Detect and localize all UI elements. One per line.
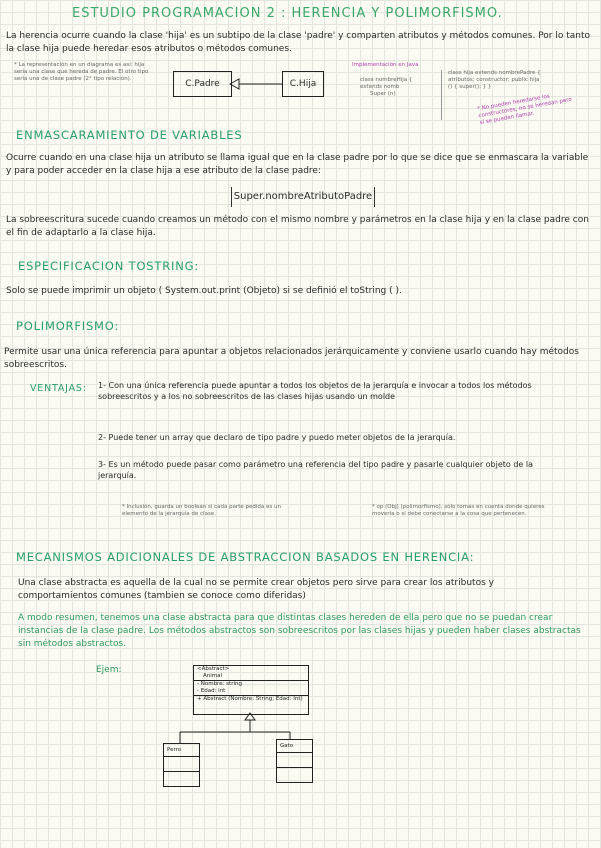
note-divider (441, 70, 442, 120)
intro-text: La herencia ocurre cuando la clase 'hija' es un subtipo de la clase 'padre' y comparten atributos y métodos comunes. Por lo tanto la clase hija puede heredar esos atributos o métodos comunes. (6, 31, 591, 54)
perro-class-attrs (164, 757, 199, 772)
child-class-box (282, 71, 324, 97)
abstract-class-header (194, 666, 308, 681)
impl-code-line-1: class nombreHija { (360, 77, 413, 83)
ventajas-label: VENTAJAS: (30, 383, 87, 394)
ventaja-3: 3- Es un método puede pasar como parámetro una referencia del tipo padre y pasarle cualquier objeto de la jerarquía. (98, 460, 534, 480)
attr-nombre: - Nombre: string (197, 681, 242, 687)
abstract-class-box (193, 665, 309, 715)
gato-class-name: Gato (277, 740, 312, 753)
attr-edad: - Edad: int (197, 688, 226, 694)
abstract-stereotype: <Abstract> (197, 666, 230, 672)
abstract-class-method: + Abstract (Nombre: String; Edad: Int) (197, 696, 303, 702)
impl-word-1: Implementación (352, 62, 397, 68)
perro-class-name: Perro (164, 744, 199, 757)
section-heading-enmascaramiento: ENMASCARAMIENTO DE VARIABLES (16, 128, 243, 142)
note-op: * op (Obj) (polimorfismo), sólo tomas en cuenta donde quieres moverla o si debe conectarse a la cosa que pertenecen. (372, 504, 545, 517)
ventaja-2: 2- Puede tener un array que declaro de tipo padre y puedo meter objetos de la jerarquía. (98, 433, 456, 442)
section-heading-tostring: ESPECIFICACION TOSTRING: (18, 259, 199, 273)
ventaja-1: 1- Con una única referencia puede apuntar a todos los objetos de la jerarquía e invocar a todos los métodos sobreescritos y a los no sobreescritos de las clases hijas usando un molde (98, 381, 532, 401)
child-class-label: C.Hija (289, 79, 317, 89)
abstract-class-attributes (194, 681, 308, 696)
tostring-text: Solo se puede imprimir un objeto ( System.out.print (Objeto) si se definió el toString ( ). (6, 286, 402, 296)
abstract-class-name: Animal (203, 673, 223, 679)
super-code: Super.nombreAtributoPadre (233, 191, 373, 202)
parent-class-box (173, 71, 232, 97)
constructor-note: * No pueden heredarse los constructores, no se heredan pero sí se pueden llamar. (476, 93, 573, 127)
note-inclusion: * Inclusión, guarda un boolean si cada parte pedida es un elemento de la jerarquía de clase. (122, 504, 281, 517)
parent-class-label: C.Padre (185, 79, 220, 89)
impl-code-line-3: Super (n) (370, 91, 396, 97)
inheritance-arrow (229, 72, 284, 96)
impl-code-note (360, 77, 430, 98)
abstracta-text: Una clase abstracta es aquella de la cual no se permite crear objetos pero sirve para crear los atributos y comportamientos comunes (tambien se conoce como diferidas) (18, 578, 494, 601)
impl-right-note: class hija extends nombrePadre { atributos; constructor; public hija () { super(); } } (448, 70, 541, 90)
sobreescritura-text: La sobreescritura sucede cuando creamos un método con el mismo nombre y parámetros en la clase hija y en la clase padre con el fin de adaptarlo a la clase hija. (6, 215, 589, 238)
gato-class-box (276, 739, 313, 783)
perro-class-box (163, 743, 200, 787)
abstracta-summary: A modo resumen, tenemos una clase abstracta para que distintas clases hereden de ella pero que no se puedan crear instancias de la clase padre. Los métodos abstractos son sobreescritos por las clases hijas y pueden haber clases abstractas sin métodos abstractos. (18, 613, 581, 649)
impl-code-line-2: extends nomb (360, 84, 400, 90)
impl-word-3: Java (406, 62, 419, 68)
diagram-note: * La representación en un diagrama es así: hija sería una clase que hereda de padre. El otro tipo sería una de clase padre (2° tipo relación). (14, 62, 149, 82)
super-code-box (231, 187, 375, 207)
impl-note (352, 62, 419, 69)
impl-word-2: en (398, 62, 406, 68)
polimorfismo-text: Permite usar una única referencia para apuntar a objetos relacionados jerárquicamente y conviene usarlo cuando hay métodos sobreescritos. (4, 347, 579, 370)
section-heading-abstraccion: MECANISMOS ADICIONALES DE ABSTRACCION BASADOS EN HERENCIA: (16, 550, 475, 564)
page-title: ESTUDIO PROGRAMACION 2 : HERENCIA Y POLIMORFISMO. (72, 6, 503, 21)
ejemplo-label: Ejem: (96, 665, 122, 675)
section-heading-polimorfismo: POLIMORFISMO: (16, 319, 120, 333)
gato-class-attrs (277, 753, 312, 768)
enmascaramiento-text: Ocurre cuando en una clase hija un atributo se llama igual que en la clase padre por lo que se dice que se enmascara la variable y para poder acceder en la clase hija a ese atributo de la clase padre: (6, 153, 589, 176)
